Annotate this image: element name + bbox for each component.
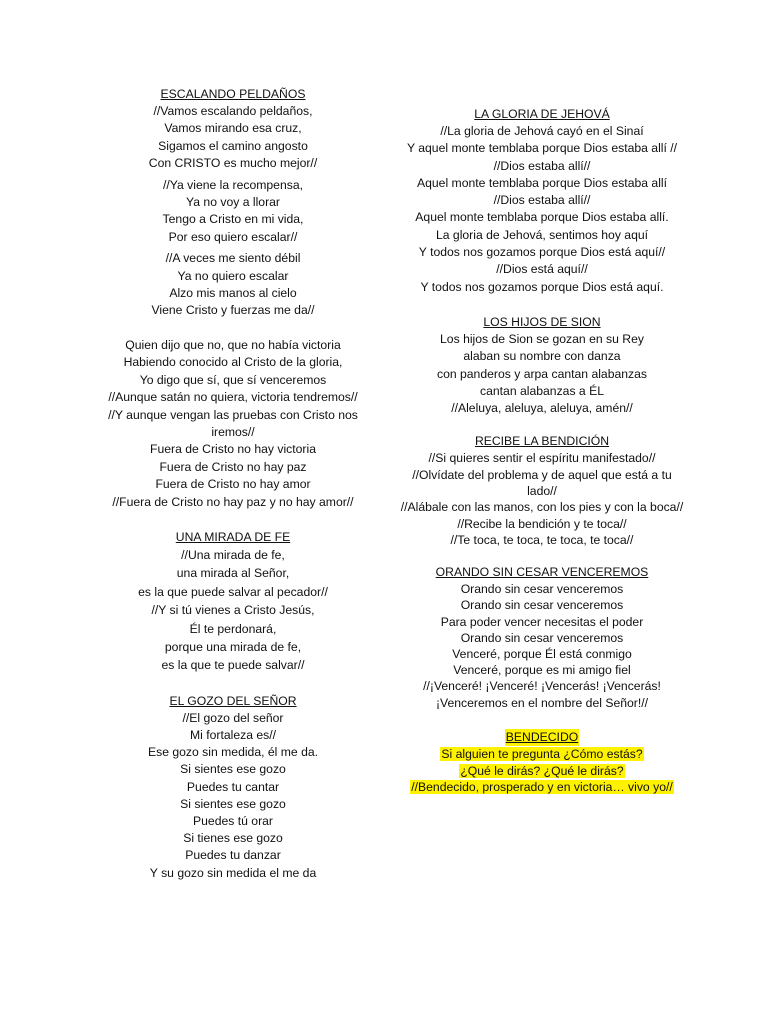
lyric-line: Puedes tu cantar [186,779,280,794]
song-title: ORANDO SIN CESAR VENCEREMOS [435,565,649,580]
song-title: RECIBE LA BENDICIÓN [474,434,610,449]
song-title: ESCALANDO PELDAÑOS [160,87,306,101]
lyric-line: //Si quieres sentir el espíritu manifestado// [428,451,656,466]
lyric-line: //Y aunque vengan las pruebas con Cristo nos iremos// [108,407,358,439]
lyric-line: es la que te puede salvar// [161,658,305,673]
lyric-line: //Te toca, te toca, te toca, te toca// [450,532,634,547]
lyric-line: Y todos nos gozamos porque Dios está aquí. [420,279,664,294]
lyric-line: Los hijos de Sion se gozan en su Rey [440,331,644,346]
lyric-line: //La gloria de Jehová cayó en el Sinaí [440,124,644,138]
lyric-line: Con CRISTO es mucho mejor// [148,156,318,171]
lyric-line: ¿Qué le dirás? ¿Qué le dirás? [460,763,624,778]
lyric-line: Orando sin cesar venceremos [460,598,624,613]
lyric-line: Ese gozo sin medida, él me da. [147,745,319,760]
lyric-line: Venceré, porque Él está conmigo [452,647,632,662]
lyric-line: ¡Venceremos en el nombre del Señor!// [435,695,649,710]
lyric-line: //Recibe la bendición y te toca// [457,516,627,531]
lyric-line: Habiendo conocido al Cristo de la gloria, [123,355,343,370]
lyric-line: //Dios estaba allí// [493,193,591,208]
lyric-line: alaban su nombre con danza [463,349,621,364]
lyric-line: es la que puede salvar al pecador// [138,584,328,599]
song-escalando-peldanos [88,86,378,511]
lyric-line: Sigamos el camino angosto [158,138,308,153]
song-title: LOS HIJOS DE SION [483,314,601,329]
lyric-line: Aquel monte temblaba porque Dios estaba allí. [415,210,669,225]
lyric-line: Y todos nos gozamos porque Dios está aquí// [418,245,666,260]
lyric-line: porque una mirada de fe, [164,639,302,654]
lyric-line: //Y si tú vienes a Cristo Jesús, [151,603,315,618]
lyric-line: Viene Cristo y fuerzas me da// [151,303,315,318]
lyric-line: Por eso quiero escalar// [168,229,298,244]
lyric-line: //Dios está aquí// [496,262,588,277]
lyric-line: Fuera de Cristo no hay amor [155,477,311,492]
song-el-gozo-del-senor [88,693,378,882]
song-orando-sin-cesar-venceremos [396,564,688,711]
lyric-line: //Fuera de Cristo no hay paz y no hay amor// [112,494,354,509]
lyric-line: //Aunque satán no quiera, victoria tendremos// [108,390,358,405]
lyric-line: Puedes tu danzar [185,848,281,863]
lyric-line: //A veces me siento débil [165,251,301,266]
lyric-line: Yo digo que sí, que sí venceremos [139,372,327,387]
lyric-line: Fuera de Cristo no hay victoria [150,442,316,457]
song-title: BENDECIDO [505,729,579,744]
lyric-line: //¡Venceré! ¡Venceré! ¡Vencerás! ¡Vencerás! [423,679,661,694]
song-bendecido [396,729,688,796]
lyric-line: Mi fortaleza es// [189,727,277,742]
lyric-line: Venceré, porque es mi amigo fiel [453,663,631,678]
lyric-line: Orando sin cesar venceremos [460,630,624,645]
lyric-line: Y aquel monte temblaba porque Dios estaba allí // [406,141,678,156]
left-column [88,86,378,882]
lyric-line: //Aleluya, aleluya, aleluya, amén// [451,401,633,416]
lyric-line: Vamos mirando esa cruz, [164,121,302,136]
song-la-gloria-de-jehova [396,106,688,296]
lyric-line: Aquel monte temblaba porque Dios estaba allí [417,175,667,190]
lyric-line: //Una mirada de fe, [181,547,285,562]
lyric-line: Y su gozo sin medida el me da [149,865,317,880]
lyric-line: Tengo a Cristo en mi vida, [162,212,304,227]
lyric-line: Si alguien te pregunta ¿Cómo estás? [441,746,643,761]
song-title: LA GLORIA DE JEHOVÁ [474,107,610,121]
lyric-line: una mirada al Señor, [176,566,290,581]
lyric-line: //Alábale con las manos, con los pies y con la boca// [400,500,684,515]
lyric-line: Fuera de Cristo no hay paz [159,459,307,474]
lyric-line: La gloria de Jehová, sentimos hoy aquí [435,227,649,242]
song-title: EL GOZO DEL SEÑOR [169,693,297,708]
lyric-line: cantan alabanzas a ÉL [480,383,604,398]
song-los-hijos-de-sion [396,314,688,417]
song-title: UNA MIRADA DE FE [175,529,291,544]
right-column [396,106,688,796]
lyric-line: Quien dijo que no, que no había victoria [125,337,341,352]
lyric-line: con panderos y arpa cantan alabanzas [436,366,648,381]
song-recibe-la-bendicion [396,433,688,548]
lyric-line: Si sientes ese gozo [180,796,286,811]
lyric-line: //Dios estaba allí// [493,158,591,173]
lyric-line: Puedes tú orar [193,814,273,828]
lyric-line: Si tienes ese gozo [183,831,283,846]
lyric-line: Ya no voy a llorar [186,195,280,210]
lyric-line: //El gozo del señor [182,710,284,725]
lyric-line: //Ya viene la recompensa, [162,177,303,192]
lyric-line: Ya no quiero escalar [177,268,289,283]
lyric-line: //Bendecido, prosperado y en victoria… vivo yo// [411,780,673,795]
lyric-line: Orando sin cesar venceremos [460,582,624,597]
song-una-mirada-de-fe [88,529,378,675]
lyric-line: //Olvídate del problema y de aquel que está a tu lado// [412,467,672,499]
lyric-line: Él te perdonará, [189,621,277,636]
lyric-line: Si sientes ese gozo [180,762,286,777]
lyric-line: Para poder vencer necesitas el poder [440,614,644,629]
lyric-line: //Vamos escalando peldaños, [153,104,313,118]
lyric-line: Alzo mis manos al cielo [169,286,297,301]
